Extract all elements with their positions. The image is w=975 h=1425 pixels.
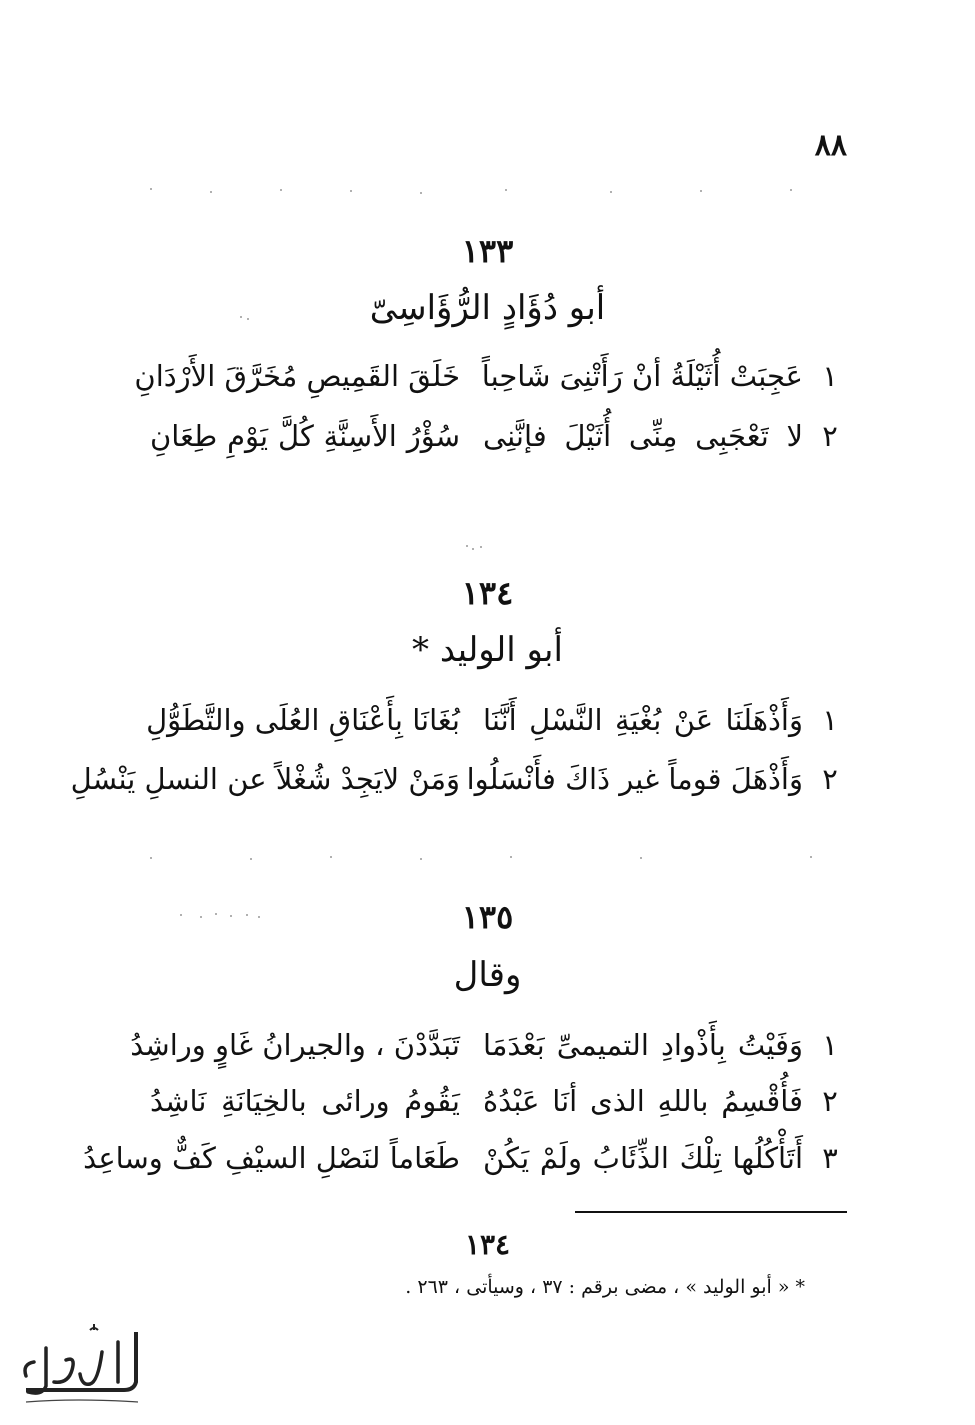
verse-number: ٢	[822, 419, 838, 453]
first-hemistich: لا تَعْجَبِى مِنِّى أُثَيْلَ فإنَّنِى	[483, 419, 803, 453]
poem-number: ١٣٣	[461, 232, 514, 270]
second-hemistich: طَعَاماً لنَصْلِ السيْفِ كَفٌّ وساعِدُ	[83, 1141, 460, 1175]
second-hemistich: بُغَانَا بِأَعْنَاقِ العُلَى والتَّطَوُّلِ	[146, 703, 460, 737]
first-hemistich: عَجِبَتْ أُثَيْلَةُ أنْ رَأَتْنِىَ شَاحِباً	[481, 359, 803, 393]
footnote-divider	[575, 1211, 847, 1213]
poem-number: ١٣٥	[461, 898, 514, 936]
second-hemistich: تَبَدَّدْنَ ، والجيرانُ غَاوٍ وراشِدُ	[130, 1028, 460, 1062]
first-hemistich: أَتَأْكُلُها تِلْكَ الذِّئَابُ ولَمْ يَكُنْ	[483, 1141, 803, 1175]
verse-line	[134, 353, 845, 403]
second-hemistich: سُؤْرُ الأَسِنَّةِ كُلَّ يَوْمِ طِعَانِ	[150, 419, 460, 453]
verse-number: ٣	[822, 1141, 838, 1175]
footnote-text: * « أبو الوليد » ، مضى برقم : ٣٧ ، وسيأتى ، ٢٦٣ .	[405, 1276, 805, 1298]
verse-line	[146, 697, 845, 747]
verse-line	[150, 1078, 845, 1128]
footnote-number: ١٣٤	[464, 1228, 511, 1261]
first-hemistich: وَفَيْتُ بِأَذْوادِ التميمىِّ بَعْدَمَا	[483, 1028, 803, 1062]
verse-line	[83, 1135, 845, 1185]
verse-line	[70, 756, 845, 806]
second-hemistich: وَمَنْ لايَجِدْ شُغْلاً عن النسلِ يَنْسُلِ	[70, 762, 460, 796]
second-hemistich: خَلَقَ القَمِيصِ مُخَرَّقَ الأَرْدَانِ	[134, 359, 460, 393]
first-hemistich: فَأُقْسِمُ باللهِ الذى أنَا عَبْدُهُ	[483, 1084, 803, 1118]
verse-number: ٢	[822, 1084, 838, 1118]
watermark-logo	[6, 1312, 146, 1412]
second-hemistich: يَقُومُ ورائى بالخِيَانَةِ نَاشِدُ	[150, 1084, 460, 1118]
first-hemistich: وَأَذْهَلَنَا عَنْ بُغْيَةِ النَّسْلِ أَنَّنَا	[483, 703, 803, 737]
poem-title: أبو دُؤَادٍ الرُّؤَاسِىّ	[369, 288, 606, 328]
poem-number: ١٣٤	[461, 574, 514, 612]
verse-number: ٢	[822, 762, 838, 796]
page-number: ٨٨	[814, 128, 847, 163]
verse-line	[150, 413, 845, 463]
poem-title: وقال	[453, 955, 522, 995]
verse-number: ١	[822, 359, 838, 393]
verse-number: ١	[822, 703, 838, 737]
first-hemistich: وَأَذْهَلَ قوماً غير ذَاكَ فأَنْسَلُوا	[466, 762, 803, 796]
poem-title: أبو الوليد *	[412, 630, 563, 670]
verse-number: ١	[822, 1028, 838, 1062]
verse-line	[130, 1022, 845, 1072]
